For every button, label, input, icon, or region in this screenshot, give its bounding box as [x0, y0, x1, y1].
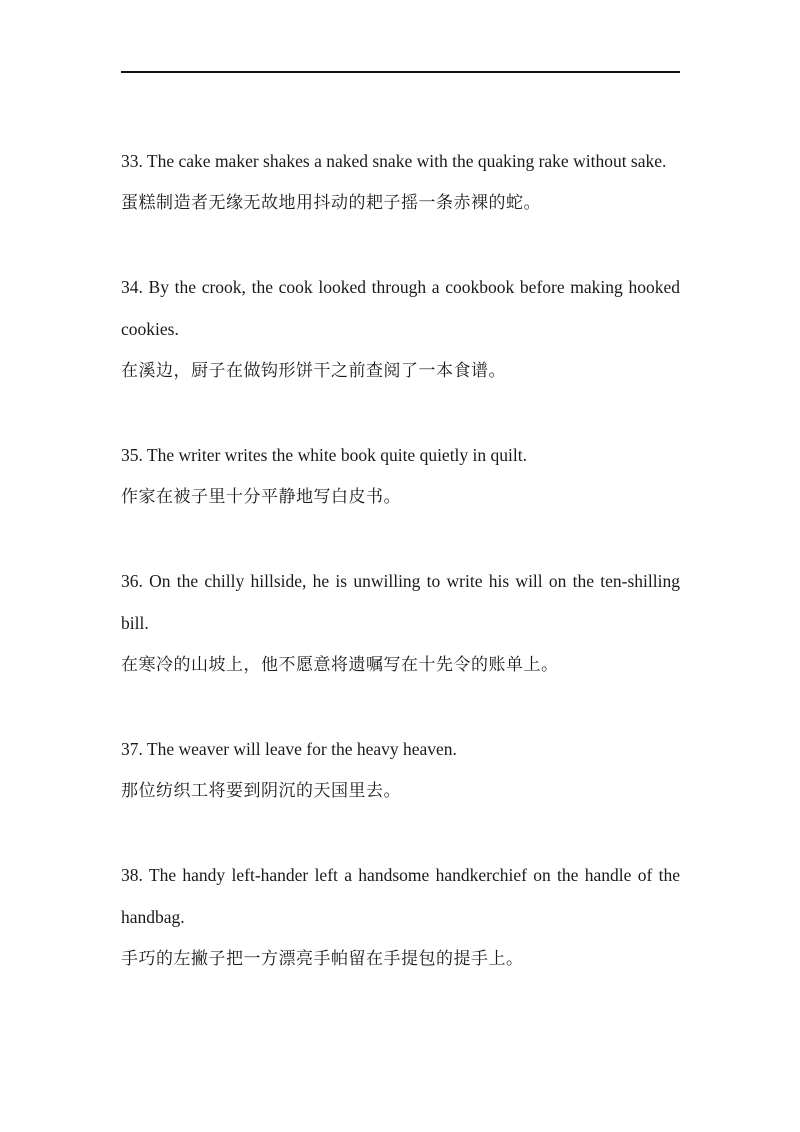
sentence-entry-38 — [121, 854, 680, 980]
sentence-entry-33 — [121, 140, 680, 224]
english-sentence: 35. The writer writes the white book quite quietly in quilt. — [121, 445, 527, 465]
english-sentence: 36. On the chilly hillside, he is unwilling to write his will on the ten-shilling bill. — [121, 571, 680, 633]
chinese-translation: 在溪边，厨子在做钩形饼干之前查阅了一本食谱。 — [121, 361, 506, 381]
sentence-entry-34 — [121, 266, 680, 392]
english-sentence: 34. By the crook, the cook looked through a cookbook before making hooked cookies. — [121, 277, 680, 339]
document-body — [121, 140, 680, 1022]
chinese-translation: 那位纺织工将要到阴沉的天国里去。 — [121, 781, 401, 801]
header-rule — [121, 71, 680, 73]
english-sentence: 38. The handy left-hander left a handsome handkerchief on the handle of the handbag. — [121, 865, 680, 927]
sentence-entry-37 — [121, 728, 680, 812]
english-sentence: 37. The weaver will leave for the heavy heaven. — [121, 739, 457, 759]
chinese-translation: 手巧的左撇子把一方漂亮手帕留在手提包的提手上。 — [121, 949, 524, 969]
sentence-entry-36 — [121, 560, 680, 686]
sentence-entry-35 — [121, 434, 680, 518]
chinese-translation: 在寒冷的山坡上，他不愿意将遗嘱写在十先令的账单上。 — [121, 655, 559, 675]
chinese-translation: 作家在被子里十分平静地写白皮书。 — [121, 487, 401, 507]
english-sentence: 33. The cake maker shakes a naked snake with the quaking rake without sake. — [121, 151, 667, 171]
chinese-translation: 蛋糕制造者无缘无故地用抖动的耙子摇一条赤裸的蛇。 — [121, 193, 541, 213]
